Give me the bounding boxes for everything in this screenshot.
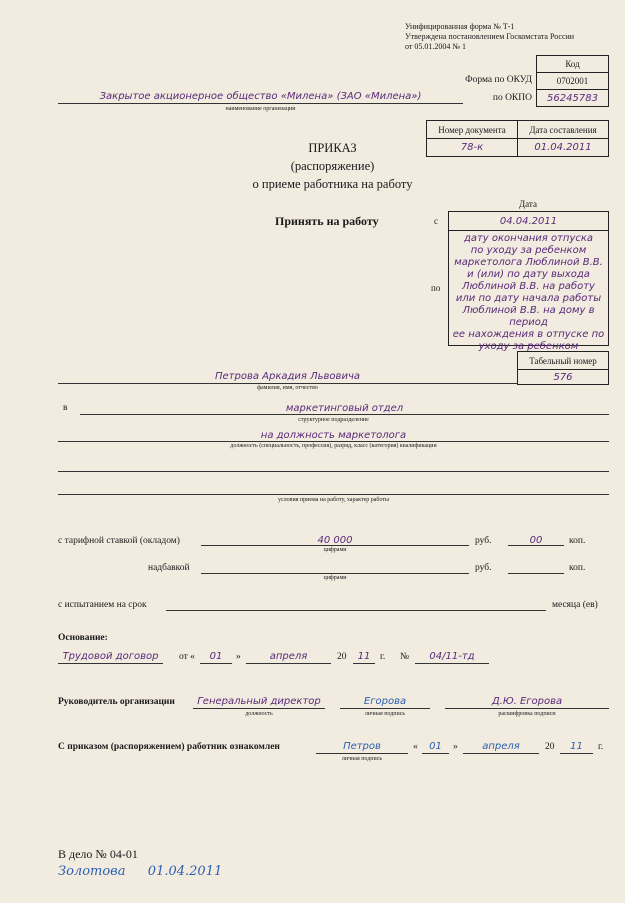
in-label: в (63, 403, 68, 413)
to-line: уходу за ребенком (478, 341, 579, 352)
from-label: с (434, 216, 438, 226)
acquainted-g-label: г. (598, 742, 604, 752)
position-line (58, 441, 609, 442)
organization-name: Закрытое акционерное общество «Милена» (ЗАО «Милена») (99, 91, 422, 102)
basis-year-line (353, 663, 375, 664)
basis-no-label: № (400, 652, 410, 662)
okpo-value: 56245783 (537, 90, 609, 107)
acquainted-signature: Петров (343, 741, 381, 752)
tab-number-header: Табельный номер (518, 352, 609, 370)
doc-number: 78-к (427, 139, 518, 157)
conditions-line2 (58, 494, 609, 495)
doc-date-header: Дата составления (518, 121, 609, 139)
acquainted-label: С приказом (распоряжением) работник ознакомлен (58, 742, 280, 752)
title-line3: о приеме работника на работу (252, 177, 413, 191)
basis-number: 04/11-тд (429, 651, 475, 662)
basis-month: апреля (269, 651, 308, 662)
to-date-text (449, 231, 608, 353)
head-signature: Егорова (363, 696, 407, 707)
department-caption: структурное подразделение (298, 417, 369, 423)
rate-label: с тарифной ставкой (окладом) (58, 536, 180, 546)
to-label: по (431, 283, 441, 293)
document-title (220, 139, 445, 193)
basis-number-line (415, 663, 489, 664)
acquainted-signature-caption: личная подпись (341, 756, 383, 762)
department-line (80, 414, 609, 415)
form-header-line3: от 05.01.2004 № 1 (405, 42, 467, 51)
probation-line (166, 610, 546, 611)
head-decoding-line (445, 708, 609, 709)
bonus-line (201, 573, 469, 574)
to-line: по уходу за ребенком (470, 245, 587, 256)
form-header-line2: Утверждена постановлением Госкомстата России (405, 32, 575, 41)
head-position-line (193, 708, 325, 709)
bonus-rub-label: руб. (475, 563, 492, 573)
basis-month-line (246, 663, 331, 664)
bonus-label: надбавкой (148, 563, 190, 573)
acquainted-year-line (560, 753, 593, 754)
code-table (536, 55, 609, 107)
okud-label: Форма по ОКУД (465, 75, 532, 85)
doc-date: 01.04.2011 (518, 139, 609, 157)
tab-number: 576 (518, 370, 609, 385)
conditions-line1 (58, 471, 609, 472)
position: на должность маркетолога (260, 430, 407, 441)
acquainted-day: 01 (429, 741, 442, 752)
employee-name-line (58, 383, 517, 384)
bonus-kop-label: коп. (569, 563, 586, 573)
basis-ot-label: от « (179, 652, 195, 662)
head-label: Руководитель организации (58, 697, 175, 707)
to-line: Люблиной В.В. на дому в период (462, 305, 595, 328)
title-line1: ПРИКАЗ (308, 141, 357, 155)
bonus-caption: цифрами (323, 575, 347, 581)
footer-signer-name: Золотова (58, 864, 126, 879)
rub-label: руб. (475, 536, 492, 546)
basis-close-quote: » (236, 652, 241, 662)
employee-name-caption: фамилия, имя, отчество (257, 385, 318, 391)
acquainted-day-line (422, 753, 449, 754)
head-decoding: Д.Ю. Егорова (491, 696, 563, 707)
basis-document: Трудовой договор (62, 651, 159, 662)
basis-g-label: г. (380, 652, 386, 662)
organization-line (58, 103, 463, 104)
rate-value: 40 000 (317, 535, 353, 546)
acquainted-signature-line (316, 753, 408, 754)
rate-caption: цифрами (323, 547, 347, 553)
to-line: и (или) по дату выхода (467, 269, 590, 280)
hire-label: Принять на работу (275, 214, 379, 228)
basis-label: Основание: (58, 633, 108, 643)
form-header-line1: Унифицированная форма № Т-1 (405, 22, 515, 31)
to-line: маркетолога Люблиной В.В. (454, 257, 603, 268)
form-header (405, 22, 620, 52)
head-signature-line (340, 708, 430, 709)
basis-day: 01 (209, 651, 223, 662)
acquainted-month: апреля (482, 741, 520, 752)
organization-caption: наименование организации (225, 106, 296, 112)
head-signature-caption: личная подпись (364, 711, 406, 717)
kop-line (508, 545, 564, 546)
basis-year: 11 (357, 651, 371, 662)
to-line: Люблиной В.В. на работу (462, 281, 595, 292)
head-decoding-caption: расшифровка подписи (498, 711, 556, 717)
kop-value: 00 (529, 535, 543, 546)
kop-label: коп. (569, 536, 586, 546)
doc-table (426, 120, 609, 157)
acquainted-year-prefix: 20 (545, 742, 555, 752)
probation-unit: месяца (ев) (552, 600, 598, 610)
footer-date: 01.04.2011 (147, 864, 223, 879)
doc-number-header: Номер документа (427, 121, 518, 139)
kod-header: Код (537, 56, 609, 73)
okud-value: 0702001 (537, 73, 609, 90)
acquainted-month-line (463, 753, 539, 754)
head-position-caption: должность (245, 711, 273, 717)
from-date: 04.04.2011 (449, 212, 608, 231)
department: маркетинговый отдел (285, 403, 404, 414)
probation-label: с испытанием на срок (58, 600, 147, 610)
title-line2: (распоряжение) (290, 159, 375, 173)
date-box (448, 211, 609, 352)
to-line: ее нахождения в отпуске по (452, 329, 605, 340)
conditions-caption: условия приема на работу, характер работы (277, 497, 390, 503)
okpo-label: по ОКПО (492, 93, 532, 103)
acquainted-close-quote: » (453, 742, 458, 752)
basis-document-line (58, 663, 163, 664)
position-caption: должность (специальность, профессия), разряд, класс (категория) квалификации (230, 443, 437, 449)
file-note: В дело № 04-01 (58, 847, 138, 861)
rate-line (201, 545, 469, 546)
to-line: дату окончания отпуска (463, 233, 594, 244)
tab-number-table (517, 351, 609, 385)
to-line: или по дату начала работы (455, 293, 602, 304)
acquainted-open-quote: « (413, 742, 418, 752)
head-position: Генеральный директор (197, 696, 321, 707)
bonus-kop-line (508, 573, 564, 574)
basis-year-prefix: 20 (337, 652, 347, 662)
employee-name: Петрова Аркадия Львовича (215, 371, 360, 382)
date-header: Дата (519, 199, 537, 209)
footer-signer (58, 864, 222, 879)
basis-day-line (200, 663, 232, 664)
acquainted-year: 11 (570, 741, 583, 752)
